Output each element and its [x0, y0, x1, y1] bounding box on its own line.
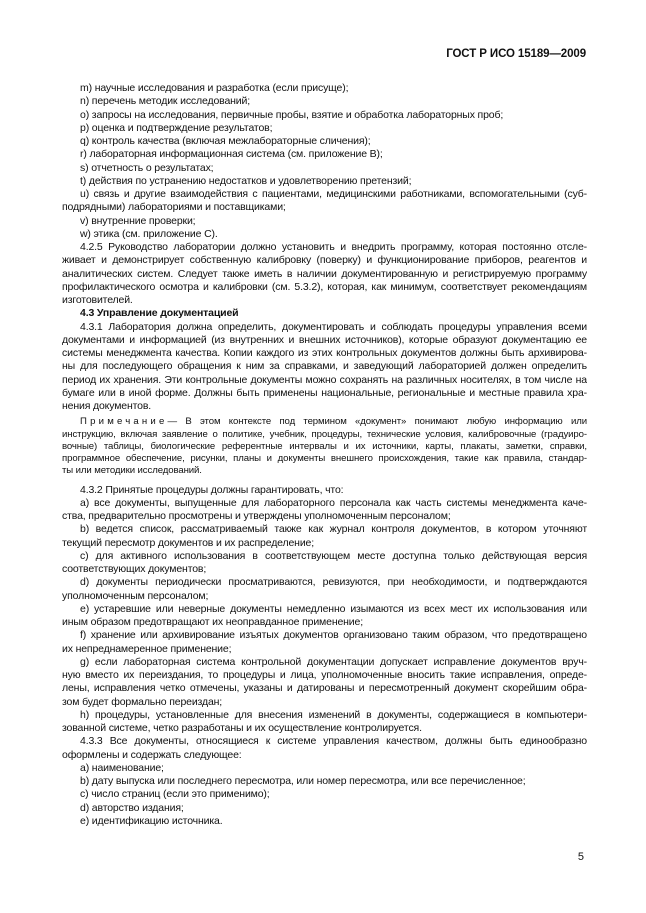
page-number: 5: [577, 851, 584, 863]
paragraph: [62, 162, 587, 175]
paragraph: [62, 122, 587, 135]
text-line: m) научные исследования и разработка (если присуще);: [80, 82, 349, 94]
text-line: b) дату выпуска или последнего пересмотра, или номер пересмотра, или все перечисленное;: [80, 775, 526, 788]
document-body: [62, 82, 587, 828]
text-line: их непреднамеренное применение;: [62, 642, 232, 655]
text-line: вочные) таблицы, биологические референтные интервалы и их источники, карты, плакаты, заметки, справки,: [62, 440, 587, 452]
note-text: — В этом контексте под термином «документ» понимают любую информацию или: [167, 416, 587, 428]
paragraph: [62, 241, 587, 307]
paragraph: [62, 497, 587, 524]
text-line: d) документы периодически просматриваются, ревизуются, при необходимости, и подтверждаются: [80, 576, 587, 589]
text-line: u) связь и другие взаимодействия с пациентами, медицинскими работниками, вспомогательными (суб-: [80, 188, 587, 200]
text-line: p) оценка и подтверждение результатов;: [80, 121, 273, 134]
paragraph: [62, 815, 587, 828]
text-line: ты или методики исследований.: [62, 465, 202, 477]
text-line: f) хранение или архивирование изъятых документов организовано таким образом, что предотвращено: [80, 629, 587, 642]
text-line: лены, исправления четко отмечены, указаны и датированы и пересмотренный документ скорейшим обра-: [62, 682, 587, 695]
paragraph: [62, 109, 587, 122]
text-line: a) наименование;: [80, 761, 164, 774]
text-line: t) действия по устранению недостатков и удовлетворению претензий;: [80, 174, 412, 187]
text-line: бумаге или в иной форме. Должны быть применены национальные, региональные и местные правила хра-: [62, 386, 587, 399]
text-line: h) процедуры, установленные для внесения изменений в документы, содержащиеся в компьютери-: [80, 708, 587, 721]
paragraph: [62, 321, 587, 414]
text-line: d) авторство издания;: [80, 801, 184, 814]
text-line: программное обеспечение, рисунки, планы и документы внешнего происхождения, такие как правила, стандар-: [62, 453, 587, 465]
text-line: n) перечень методик исследований;: [80, 95, 250, 108]
text-line: c) число страниц (если это применимо);: [80, 788, 270, 801]
text-line: иным образом предотвращают их неоправданное применение;: [62, 616, 363, 629]
paragraph: [62, 82, 587, 95]
text-line: s) отчетность о результатах;: [80, 161, 214, 174]
text-line: 4.3 Управление документацией: [80, 307, 239, 320]
text-line: документами и информацией (из внутренних и внешних источников), которые образуют документацию ее: [62, 333, 587, 346]
text-line: зованной системе, четко разработаны и их осуществление контролируется.: [62, 722, 422, 735]
text-line: e) идентификацию источника.: [80, 814, 223, 827]
text-line: c) для активного использования в соответствующем месте доступна только действующая версия: [80, 549, 587, 562]
paragraph: [62, 188, 587, 215]
section-heading: [62, 307, 587, 320]
text-line: ны для последующего обращения к ним за справками, и заведующий лабораторией должен определить: [62, 360, 587, 373]
text-line: подрядными) лабораториями и поставщиками;: [62, 201, 286, 214]
paragraph: [62, 775, 587, 788]
text-line: зом будет формально переиздан;: [62, 695, 223, 708]
text-line: уполномоченным персоналом;: [62, 589, 209, 602]
text-line: 4.2.5 Руководство лаборатории должно установить и внедрить программу, которая постоянно отсле-: [80, 241, 587, 253]
text-line: живает и демонстрирует собственную калибровку (поверку) и функционирование приборов, реагентов и: [62, 254, 587, 267]
text-line: q) контроль качества (включая межлабораторные сличения);: [80, 135, 371, 147]
text-line: инструкцию, включая заявление о политике, учебник, процедуры, технические условия, калибровочные (градуиро-: [62, 428, 587, 440]
paragraph: [62, 735, 587, 762]
note-paragraph: [62, 416, 587, 477]
text-line: изготовителей.: [62, 294, 133, 306]
paragraph: [62, 576, 587, 603]
paragraph: [62, 629, 587, 656]
text-line: соответствующих документов;: [62, 563, 207, 576]
paragraph: [62, 148, 587, 161]
paragraph: [62, 762, 587, 775]
document-header-title: ГОСТ Р ИСО 15189—2009: [446, 48, 586, 60]
text-line: r) лабораторная информационная система (см. приложение В);: [80, 148, 383, 161]
text-line: период их хранения. Эти контрольные документы можно сохранять на различных носителях, в том числе на: [62, 373, 587, 386]
text-line: b) ведется список, рассматриваемый также как журнал контроля документов, в котором уточняют: [80, 523, 587, 536]
text-line: 4.3.3 Все документы, относящиеся к системе управления качеством, должны быть единообразно: [80, 735, 587, 748]
text-line: e) устаревшие или неверные документы немедленно изымаются из всех мест их использования или: [80, 602, 587, 615]
text-line: a) все документы, выпущенные для лабораторного персонала как часть системы менеджмента каче-: [80, 496, 587, 509]
paragraph: [62, 709, 587, 736]
paragraph: [62, 215, 587, 228]
paragraph: [62, 95, 587, 108]
paragraph: [62, 523, 587, 550]
note-label: Примечание: [80, 416, 168, 428]
text-line: аналитических систем. Следует также иметь в наличии документированную и регистрируемую программу: [62, 267, 587, 280]
paragraph: [62, 656, 587, 709]
text-line: оформлены и содержать следующее:: [62, 748, 242, 761]
paragraph: [62, 603, 587, 630]
paragraph: [62, 788, 587, 801]
paragraph: [62, 484, 587, 497]
text-line: w) этика (см. приложение С).: [80, 227, 218, 240]
paragraph: [62, 550, 587, 577]
text-line: системы менеджмента качества. Копии каждого из этих контрольных документов должны быть архивирова-: [62, 347, 587, 359]
paragraph: [62, 135, 587, 148]
text-line: ную вместо их переиздания, то процедуры и лица, уполномоченные вносить такие исправления, опреде-: [62, 669, 587, 682]
text-line: o) запросы на исследования, первичные пробы, взятие и обработка лабораторных проб;: [80, 108, 504, 121]
text-line: g) если лабораторная система контрольной документации допускает исправление документов вруч-: [80, 655, 587, 668]
text-line: нения документов.: [62, 400, 152, 412]
text-line: профилактического осмотра и калибровки (см. 5.3.2), которая, как минимум, соответствует рекомендациям: [62, 280, 587, 293]
paragraph: [62, 175, 587, 188]
text-line: 4.3.1 Лаборатория должна определить, документировать и соблюдать процедуры управления всеми: [80, 320, 587, 333]
text-line: 4.3.2 Принятые процедуры должны гарантировать, что:: [80, 483, 344, 496]
paragraph: [62, 802, 587, 815]
text-line: ства, предварительно просмотрены и утверждены уполномоченным персоналом;: [62, 510, 451, 523]
text-line: [62, 416, 587, 428]
text-line: текущий пересмотр документов и их распределение;: [62, 536, 315, 549]
paragraph: [62, 228, 587, 241]
text-line: v) внутренние проверки;: [80, 214, 196, 227]
